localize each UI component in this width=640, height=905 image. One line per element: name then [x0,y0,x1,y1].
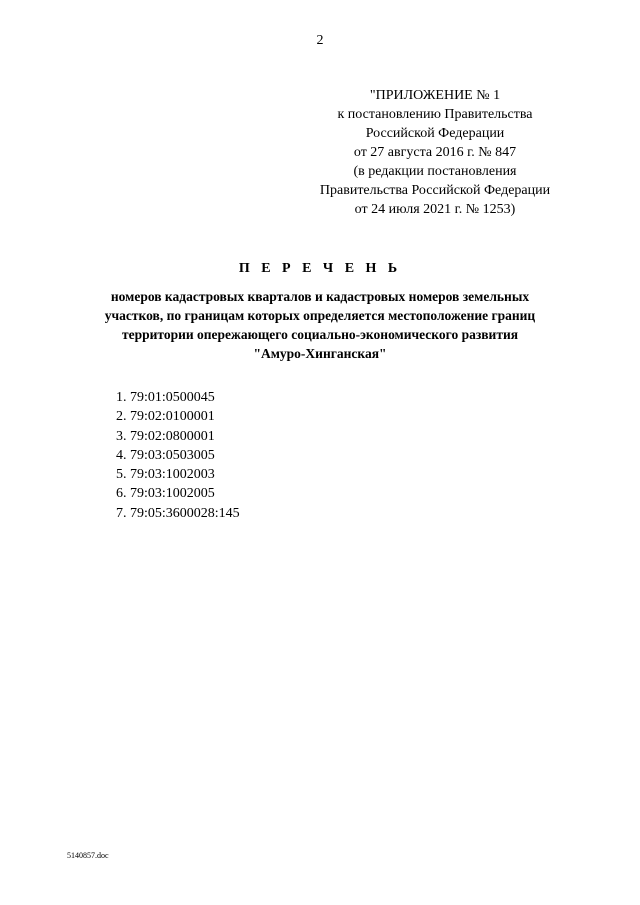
list-item: 7. 79:05:3600028:145 [116,505,240,521]
document-title: П Е Р Е Ч Е Н Ь [238,261,402,276]
list-item: 1. 79:01:0500045 [116,390,215,405]
appendix-line: Российской Федерации [365,126,505,141]
appendix-line: от 27 августа 2016 г. № 847 [353,145,517,160]
subtitle-line: территории опережающего социально-экономического развития [121,327,519,342]
page-number: 2 [316,33,324,48]
list-item: 3. 79:02:0800001 [116,428,215,444]
appendix-line: Правительства Российской Федерации [319,183,551,198]
appendix-line: "ПРИЛОЖЕНИЕ № 1 [369,88,501,103]
subtitle-line: "Амуро-Хинганская" [253,346,387,361]
appendix-line: от 24 июля 2021 г. № 1253) [354,202,516,217]
list-item: 5. 79:03:1002003 [116,467,215,483]
appendix-line: (в редакции постановления [353,164,517,179]
document-file-id: 5140857.doc [67,851,109,860]
document-subtitle [70,287,570,363]
list-item: 6. 79:03:1002005 [116,486,215,502]
list-item: 4. 79:03:0503005 [116,447,215,463]
subtitle-line: участков, по границам которых определяется местоположение границ [104,308,536,323]
subtitle-line: номеров кадастровых кварталов и кадастровых номеров земельных [110,289,530,304]
list-item: 2. 79:02:0100001 [116,409,215,425]
appendix-line: к постановлению Правительства [337,107,533,122]
cadastral-numbers-list [116,388,240,523]
appendix-header [300,86,570,219]
